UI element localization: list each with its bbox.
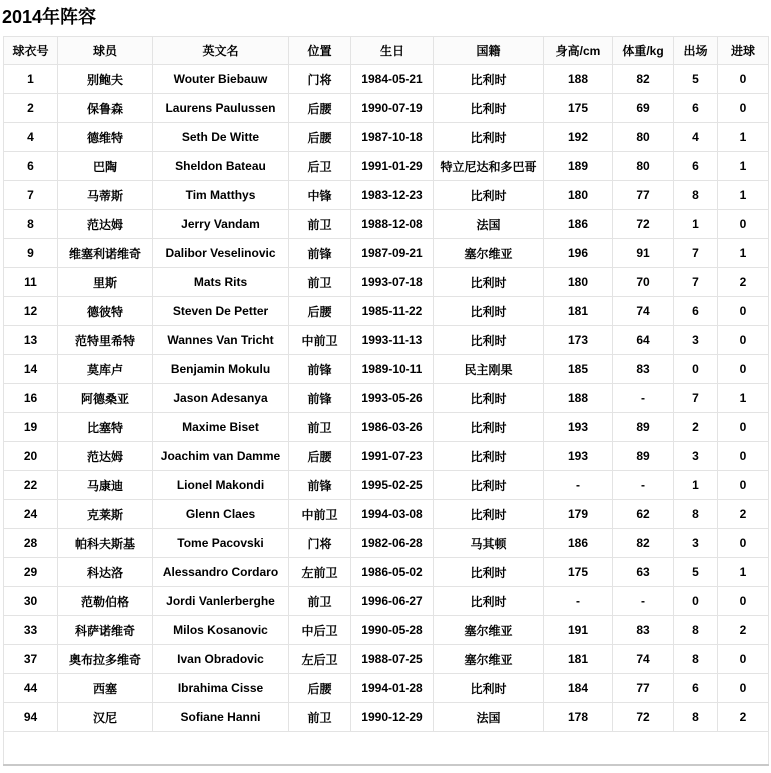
table-cell: 20 [4,442,58,471]
table-cell: 0 [718,413,769,442]
table-cell: Milos Kosanovic [153,616,289,645]
table-row [4,239,769,268]
table-cell: 帕科夫斯基 [58,529,153,558]
table-row [4,65,769,94]
table-cell: 0 [718,65,769,94]
table-cell: Dalibor Veselinovic [153,239,289,268]
table-cell: 1984-05-21 [351,65,434,94]
table-cell: 3 [674,326,718,355]
table-cell: 1994-01-28 [351,674,434,703]
table-cell: Tome Pacovski [153,529,289,558]
table-cell: Steven De Petter [153,297,289,326]
table-cell: 比利时 [434,326,544,355]
table-cell: 德维特 [58,123,153,152]
table-cell: 前卫 [289,268,351,297]
table-cell: 1 [718,152,769,181]
column-header: 国籍 [434,37,544,65]
table-cell: 中后卫 [289,616,351,645]
table-cell: 比利时 [434,297,544,326]
table-cell: - [613,471,674,500]
table-cell: 12 [4,297,58,326]
table-cell: Lionel Makondi [153,471,289,500]
table-cell: 64 [613,326,674,355]
table-cell: 0 [718,587,769,616]
table-cell: 前卫 [289,210,351,239]
table-cell: 前卫 [289,413,351,442]
table-cell: 3 [674,442,718,471]
table-cell: 70 [613,268,674,297]
table-cell: 1993-11-13 [351,326,434,355]
table-cell: - [544,587,613,616]
table-cell: 83 [613,355,674,384]
table-cell: 91 [613,239,674,268]
table-cell: 180 [544,181,613,210]
table-footer-row [4,732,769,765]
table-cell: 前锋 [289,355,351,384]
table-row [4,326,769,355]
table-cell: 180 [544,268,613,297]
table-cell: 7 [674,384,718,413]
table-cell: 189 [544,152,613,181]
table-cell: 比塞特 [58,413,153,442]
table-cell: 0 [718,645,769,674]
table-cell: 塞尔维亚 [434,645,544,674]
table-cell: 94 [4,703,58,732]
table-cell: 188 [544,384,613,413]
table-cell: 83 [613,616,674,645]
table-cell: 0 [718,529,769,558]
table-cell: 后腰 [289,123,351,152]
table-cell: Jerry Vandam [153,210,289,239]
table-cell: Alessandro Cordaro [153,558,289,587]
table-cell: 1 [674,471,718,500]
table-cell: 2 [718,268,769,297]
table-cell: 8 [674,645,718,674]
table-row [4,413,769,442]
table-cell: Mats Rits [153,268,289,297]
column-header: 位置 [289,37,351,65]
table-cell: 左前卫 [289,558,351,587]
table-cell: 1 [718,123,769,152]
table-cell: 30 [4,587,58,616]
table-cell: 179 [544,500,613,529]
table-cell: 德彼特 [58,297,153,326]
table-cell: 74 [613,645,674,674]
table-cell: 44 [4,674,58,703]
table-cell: 7 [674,268,718,297]
table-cell: 后腰 [289,94,351,123]
table-cell: 后腰 [289,442,351,471]
table-cell: Glenn Claes [153,500,289,529]
table-cell: 1994-03-08 [351,500,434,529]
table-row [4,181,769,210]
table-cell: 中前卫 [289,326,351,355]
table-cell: Laurens Paulussen [153,94,289,123]
table-cell: 2 [718,703,769,732]
table-header-row [4,37,769,65]
table-cell: 0 [718,326,769,355]
table-cell: 比利时 [434,442,544,471]
table-cell: 比利时 [434,384,544,413]
table-cell: Benjamin Mokulu [153,355,289,384]
table-cell: 181 [544,645,613,674]
table-cell: 1990-05-28 [351,616,434,645]
table-row [4,210,769,239]
table-cell: 阿德桑亚 [58,384,153,413]
table-cell: 188 [544,65,613,94]
table-cell: 0 [674,355,718,384]
table-cell: 1991-07-23 [351,442,434,471]
table-cell: 74 [613,297,674,326]
table-row [4,442,769,471]
table-cell: 0 [718,94,769,123]
table-cell: 比利时 [434,587,544,616]
table-cell: 13 [4,326,58,355]
table-cell: 比利时 [434,65,544,94]
table-cell: 5 [674,558,718,587]
table-row [4,645,769,674]
table-cell: 西塞 [58,674,153,703]
table-cell: 1 [718,384,769,413]
table-cell: 比利时 [434,674,544,703]
table-cell: 1 [718,558,769,587]
table-cell: 后卫 [289,152,351,181]
table-cell: Joachim van Damme [153,442,289,471]
table-cell: 1991-01-29 [351,152,434,181]
table-cell: 89 [613,442,674,471]
table-cell: 77 [613,674,674,703]
table-cell: Seth De Witte [153,123,289,152]
table-cell: 6 [674,297,718,326]
table-cell: 82 [613,529,674,558]
table-row [4,471,769,500]
table-row [4,297,769,326]
table-cell: 法国 [434,210,544,239]
table-cell: - [544,471,613,500]
table-cell: 保鲁森 [58,94,153,123]
table-cell: Ibrahima Cisse [153,674,289,703]
table-cell: 181 [544,297,613,326]
table-cell: 里斯 [58,268,153,297]
table-footer-cell [4,732,769,765]
table-cell: 比利时 [434,471,544,500]
table-cell: 1990-12-29 [351,703,434,732]
table-cell: 193 [544,413,613,442]
table-cell: 63 [613,558,674,587]
table-cell: 比利时 [434,94,544,123]
table-cell: Wouter Biebauw [153,65,289,94]
table-cell: 77 [613,181,674,210]
table-cell: 汉尼 [58,703,153,732]
table-row [4,674,769,703]
table-cell: 196 [544,239,613,268]
table-cell: 前卫 [289,703,351,732]
table-cell: 后腰 [289,674,351,703]
table-cell: 巴陶 [58,152,153,181]
table-cell: 1995-02-25 [351,471,434,500]
table-cell: 8 [674,181,718,210]
table-cell: 比利时 [434,268,544,297]
table-cell: 前锋 [289,384,351,413]
table-cell: 塞尔维亚 [434,616,544,645]
table-cell: 0 [718,355,769,384]
table-cell: 8 [674,703,718,732]
table-cell: 马其顿 [434,529,544,558]
table-row [4,587,769,616]
table-cell: 范达姆 [58,210,153,239]
table-cell: 克莱斯 [58,500,153,529]
table-cell: 5 [674,65,718,94]
table-cell: 1 [4,65,58,94]
table-cell: 6 [674,674,718,703]
table-cell: 科达洛 [58,558,153,587]
table-cell: 175 [544,94,613,123]
table-cell: 比利时 [434,413,544,442]
table-row [4,355,769,384]
table-row [4,500,769,529]
table-cell: 7 [4,181,58,210]
table-cell: 1 [674,210,718,239]
table-cell: 1 [718,239,769,268]
table-cell: 0 [718,471,769,500]
table-cell: 0 [718,442,769,471]
page-title: 2014年阵容 [2,7,97,27]
table-cell: 1989-10-11 [351,355,434,384]
column-header: 身高/cm [544,37,613,65]
table-cell: 门将 [289,65,351,94]
table-cell: 178 [544,703,613,732]
table-cell: 6 [4,152,58,181]
table-cell: 前卫 [289,587,351,616]
table-cell: 1982-06-28 [351,529,434,558]
table-cell: 1986-03-26 [351,413,434,442]
table-cell: 9 [4,239,58,268]
table-cell: 6 [674,94,718,123]
column-header: 球员 [58,37,153,65]
table-cell: 0 [718,674,769,703]
table-cell: 法国 [434,703,544,732]
table-cell: 24 [4,500,58,529]
table-cell: 8 [4,210,58,239]
table-cell: 1988-12-08 [351,210,434,239]
table-cell: 中前卫 [289,500,351,529]
table-cell: 1986-05-02 [351,558,434,587]
table-cell: 19 [4,413,58,442]
table-row [4,616,769,645]
table-cell: 80 [613,123,674,152]
table-cell: 科萨诺维奇 [58,616,153,645]
table-row [4,384,769,413]
table-body [4,65,769,732]
table-cell: 184 [544,674,613,703]
column-header: 进球 [718,37,769,65]
table-cell: 莫库卢 [58,355,153,384]
table-cell: 2 [674,413,718,442]
table-cell: 185 [544,355,613,384]
table-cell: 0 [674,587,718,616]
table-cell: 维塞利诺维奇 [58,239,153,268]
table-cell: 1993-05-26 [351,384,434,413]
table-cell: 175 [544,558,613,587]
table-row [4,152,769,181]
table-cell: 范特里希特 [58,326,153,355]
table-cell: Jordi Vanlerberghe [153,587,289,616]
table-cell: 门将 [289,529,351,558]
table-cell: 69 [613,94,674,123]
column-header: 体重/kg [613,37,674,65]
table-cell: 1983-12-23 [351,181,434,210]
table-cell: 37 [4,645,58,674]
table-cell: 1988-07-25 [351,645,434,674]
table-cell: 6 [674,152,718,181]
table-cell: 比利时 [434,558,544,587]
table-row [4,123,769,152]
table-cell: 62 [613,500,674,529]
table-row [4,94,769,123]
table-cell: 4 [4,123,58,152]
table-cell: 范勒伯格 [58,587,153,616]
table-cell: 1990-07-19 [351,94,434,123]
table-cell: Sheldon Bateau [153,152,289,181]
table-cell: 特立尼达和多巴哥 [434,152,544,181]
table-cell: 前锋 [289,239,351,268]
table-cell: 33 [4,616,58,645]
column-header: 英文名 [153,37,289,65]
table-cell: 1996-06-27 [351,587,434,616]
table-cell: 11 [4,268,58,297]
table-cell: 16 [4,384,58,413]
table-cell: 塞尔维亚 [434,239,544,268]
table-cell: 比利时 [434,500,544,529]
table-cell: 0 [718,297,769,326]
table-cell: 后腰 [289,297,351,326]
table-row [4,529,769,558]
table-cell: 1993-07-18 [351,268,434,297]
table-cell: Sofiane Hanni [153,703,289,732]
table-cell: 7 [674,239,718,268]
table-cell: 186 [544,529,613,558]
table-cell: 0 [718,210,769,239]
table-cell: 前锋 [289,471,351,500]
table-cell: 186 [544,210,613,239]
table-cell: 72 [613,210,674,239]
table-row [4,703,769,732]
table-cell: 2 [718,500,769,529]
table-cell: 192 [544,123,613,152]
table-cell: 民主刚果 [434,355,544,384]
table-cell: 3 [674,529,718,558]
table-cell: 8 [674,616,718,645]
column-header: 出场 [674,37,718,65]
table-cell: 14 [4,355,58,384]
table-cell: 别鲍夫 [58,65,153,94]
column-header: 球衣号 [4,37,58,65]
table-cell: 比利时 [434,181,544,210]
table-cell: 8 [674,500,718,529]
table-cell: 范达姆 [58,442,153,471]
table-cell: 82 [613,65,674,94]
table-cell: Ivan Obradovic [153,645,289,674]
table-cell: 1987-09-21 [351,239,434,268]
table-cell: 马蒂斯 [58,181,153,210]
table-cell: 4 [674,123,718,152]
table-row [4,558,769,587]
table-cell: Maxime Biset [153,413,289,442]
table-cell: 173 [544,326,613,355]
table-cell: 28 [4,529,58,558]
table-cell: 左后卫 [289,645,351,674]
table-cell: Wannes Van Tricht [153,326,289,355]
table-cell: 奥布拉多维奇 [58,645,153,674]
table-cell: Tim Matthys [153,181,289,210]
table-cell: 比利时 [434,123,544,152]
table-cell: 2 [4,94,58,123]
table-cell: 1985-11-22 [351,297,434,326]
table-cell: Jason Adesanya [153,384,289,413]
table-cell: 89 [613,413,674,442]
table-cell: - [613,587,674,616]
table-cell: 193 [544,442,613,471]
table-cell: 191 [544,616,613,645]
table-cell: 72 [613,703,674,732]
roster-table [3,36,769,766]
table-cell: 1 [718,181,769,210]
table-cell: 马康迪 [58,471,153,500]
table-cell: 22 [4,471,58,500]
table-cell: 80 [613,152,674,181]
table-cell: 中锋 [289,181,351,210]
table-row [4,268,769,297]
table-cell: 2 [718,616,769,645]
table-cell: - [613,384,674,413]
column-header: 生日 [351,37,434,65]
table-cell: 29 [4,558,58,587]
table-cell: 1987-10-18 [351,123,434,152]
